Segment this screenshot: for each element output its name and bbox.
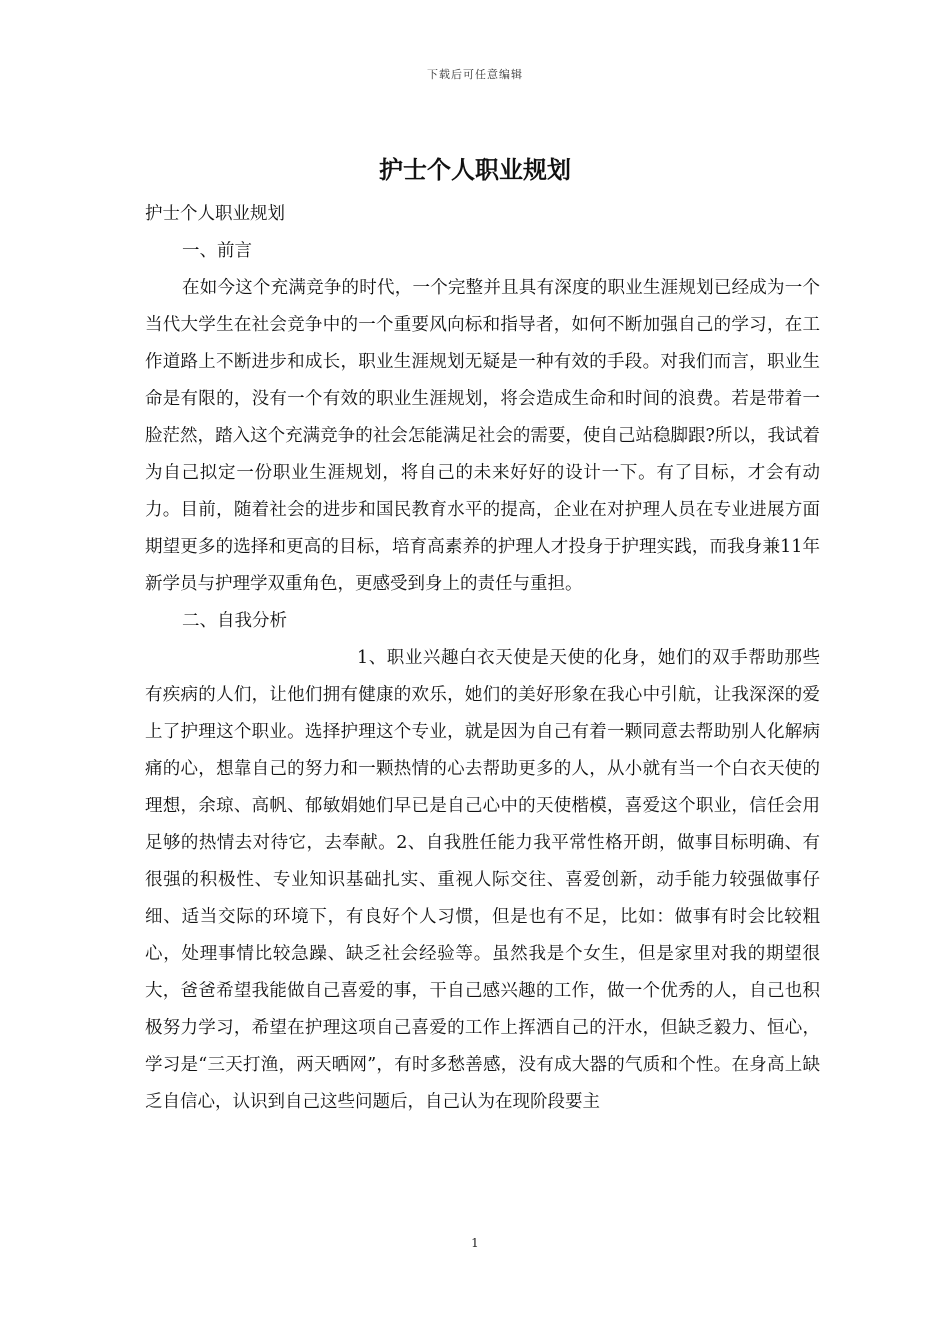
self-analysis-paragraph: 1、职业兴趣白衣天使是天使的化身，她们的双手帮助那些有疾病的人们，让他们拥有健康的欢乐，她们的美好形象在我心中引航，让我深深的爱上了护理这个职业。选择护理这个专业，就是因为自己有着一颗同意去帮助别人化解病痛的心，想靠自己的努力和一颗热情的心去帮助更多的人，从小就有当一个白衣天使的理想，余琼、高帆、郁敏娟她们早已是自己心中的天使楷模，喜爱这个职业，信任会用足够的热情去对待它，去奉献。2、自我胜任能力我平常性格开朗，做事目标明确、有很强的积极性、专业知识基础扎实、重视人际交往、喜爱创新，动手能力较强做事仔细、适当交际的环境下，有良好个人习惯，但是也有不足，比如：做事有时会比较粗心，处理事情比较急躁、缺乏社会经验等。虽然我是个女生，但是家里对我的期望很大，爸爸希望我能做自己喜爱的事，干自己感兴趣的工作，做一个优秀的人，自己也积极努力学习，希望在护理这项自己喜爱的工作上挥洒自己的汗水，但缺乏毅力、恒心，学习是“三天打渔，两天晒网”，有时多愁善感，没有成大器的气质和个性。在身高上缺乏自信心，认识到自己这些问题后，自己认为在现阶段要主 [145,648,820,1112]
section-heading-self-analysis: 二、自我分析 [182,611,287,631]
page-number: 1 [471,1236,479,1250]
section-heading-preface: 一、前言 [182,241,252,261]
preface-paragraph: 在如今这个充满竞争的时代，一个完整并且具有深度的职业生涯规划已经成为一个当代大学生在社会竞争中的一个重要风向标和指导者，如何不断加强自己的学习，在工作道路上不断进步和成长，职业生涯规划无疑是一种有效的手段。对我们而言，职业生命是有限的，没有一个有效的职业生涯规划，将会造成生命和时间的浪费。若是带着一脸茫然，踏入这个充满竞争的社会怎能满足社会的需要，使自己站稳脚跟?所以，我试着为自己拟定一份职业生涯规划，将自己的未来好好的设计一下。有了目标，才会有动力。目前，随着社会的进步和国民教育水平的提高，企业在对护理人员在专业进展方面期望更多的选择和更高的目标，培育高素养的护理人才投身于护理实践，而我身兼11年新学员与护理学双重角色，更感受到身上的责任与重担。 [145,278,820,594]
document-body [145,196,820,1121]
document-title: 护士个人职业规划 [379,155,571,184]
page-header: 下载后可任意编辑 [427,68,523,81]
document-subtitle: 护士个人职业规划 [145,204,285,224]
